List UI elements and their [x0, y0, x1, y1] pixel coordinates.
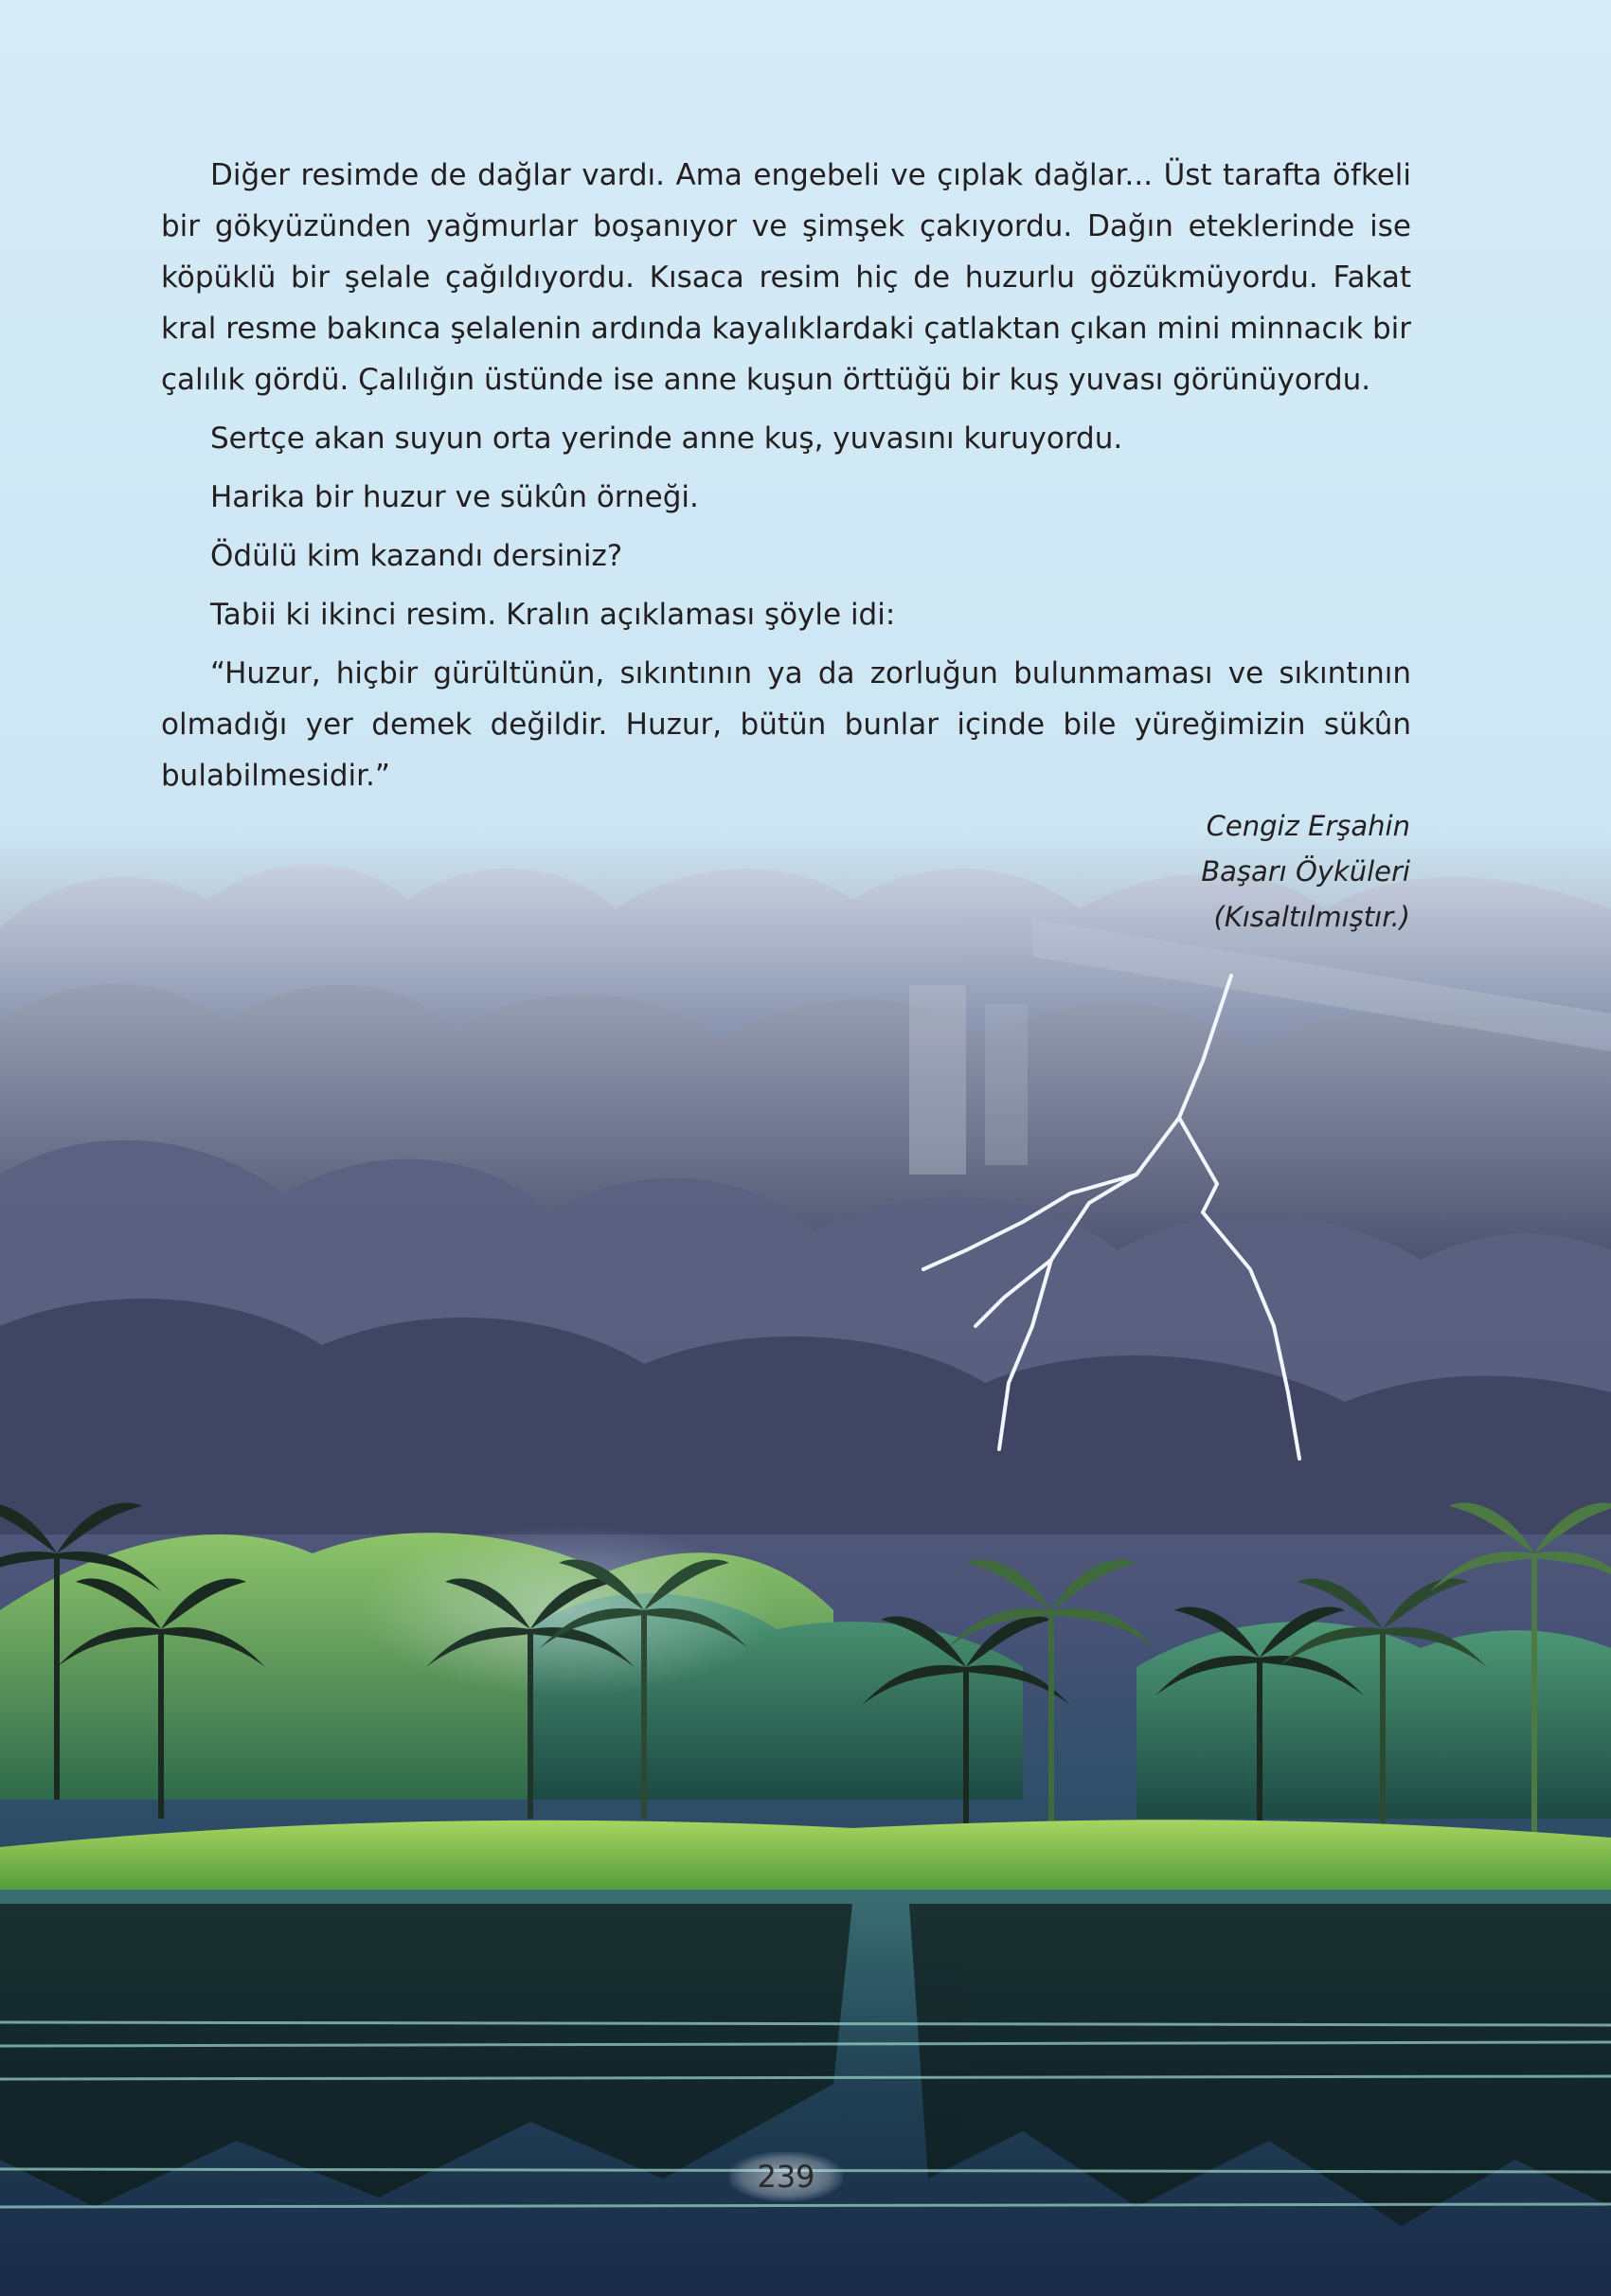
paragraph-4: Ödülü kim kazandı dersiniz?	[210, 539, 623, 573]
paragraph-6: “Huzur, hiçbir gürültünün, sıkıntının ya da zorluğun bulunmaması ve sıkıntının olmadığı yer demek değildir. Huzur, bütün bunlar içinde bile yüreğimizin sükûn bulabilmesidir.”	[161, 656, 1411, 793]
source-author: Cengiz Erşahin	[1206, 810, 1410, 842]
storm-clouds	[0, 865, 1611, 1535]
paragraph-5: Tabii ki ikinci resim. Kralın açıklaması şöyle idi:	[210, 598, 896, 632]
paragraph-3: Harika bir huzur ve sükûn örneği.	[210, 480, 699, 514]
source-book: Başarı Öyküleri	[1201, 855, 1410, 888]
source-citation	[1201, 803, 1410, 940]
page-number: 239	[729, 2152, 843, 2201]
source-note: (Kısaltılmıştır.)	[1213, 901, 1410, 933]
paragraph-2: Sertçe akan suyun orta yerinde anne kuş, yuvasını kuruyordu.	[210, 422, 1123, 456]
story-text	[161, 150, 1411, 801]
paragraph-1: Diğer resimde de dağlar vardı. Ama engebeli ve çıplak dağlar... Üst tarafta öfkeli bir gökyüzünden yağmurlar boşanıyor ve şimşek çakıyordu. Dağın eteklerinde ise köpüklü bir şelale çağıldıyordu. Kısaca resim hiç de huzurlu gözükmüyordu. Fakat kral resme bakınca şelalenin ardında kayalıklardaki çatlaktan çıkan mini minnacık bir çalılık gördü. Çalılığın üstünde ise anne kuşun örttüğü bir kuş yuvası görünüyordu.	[161, 158, 1411, 397]
grass-shore	[0, 1820, 1611, 1894]
